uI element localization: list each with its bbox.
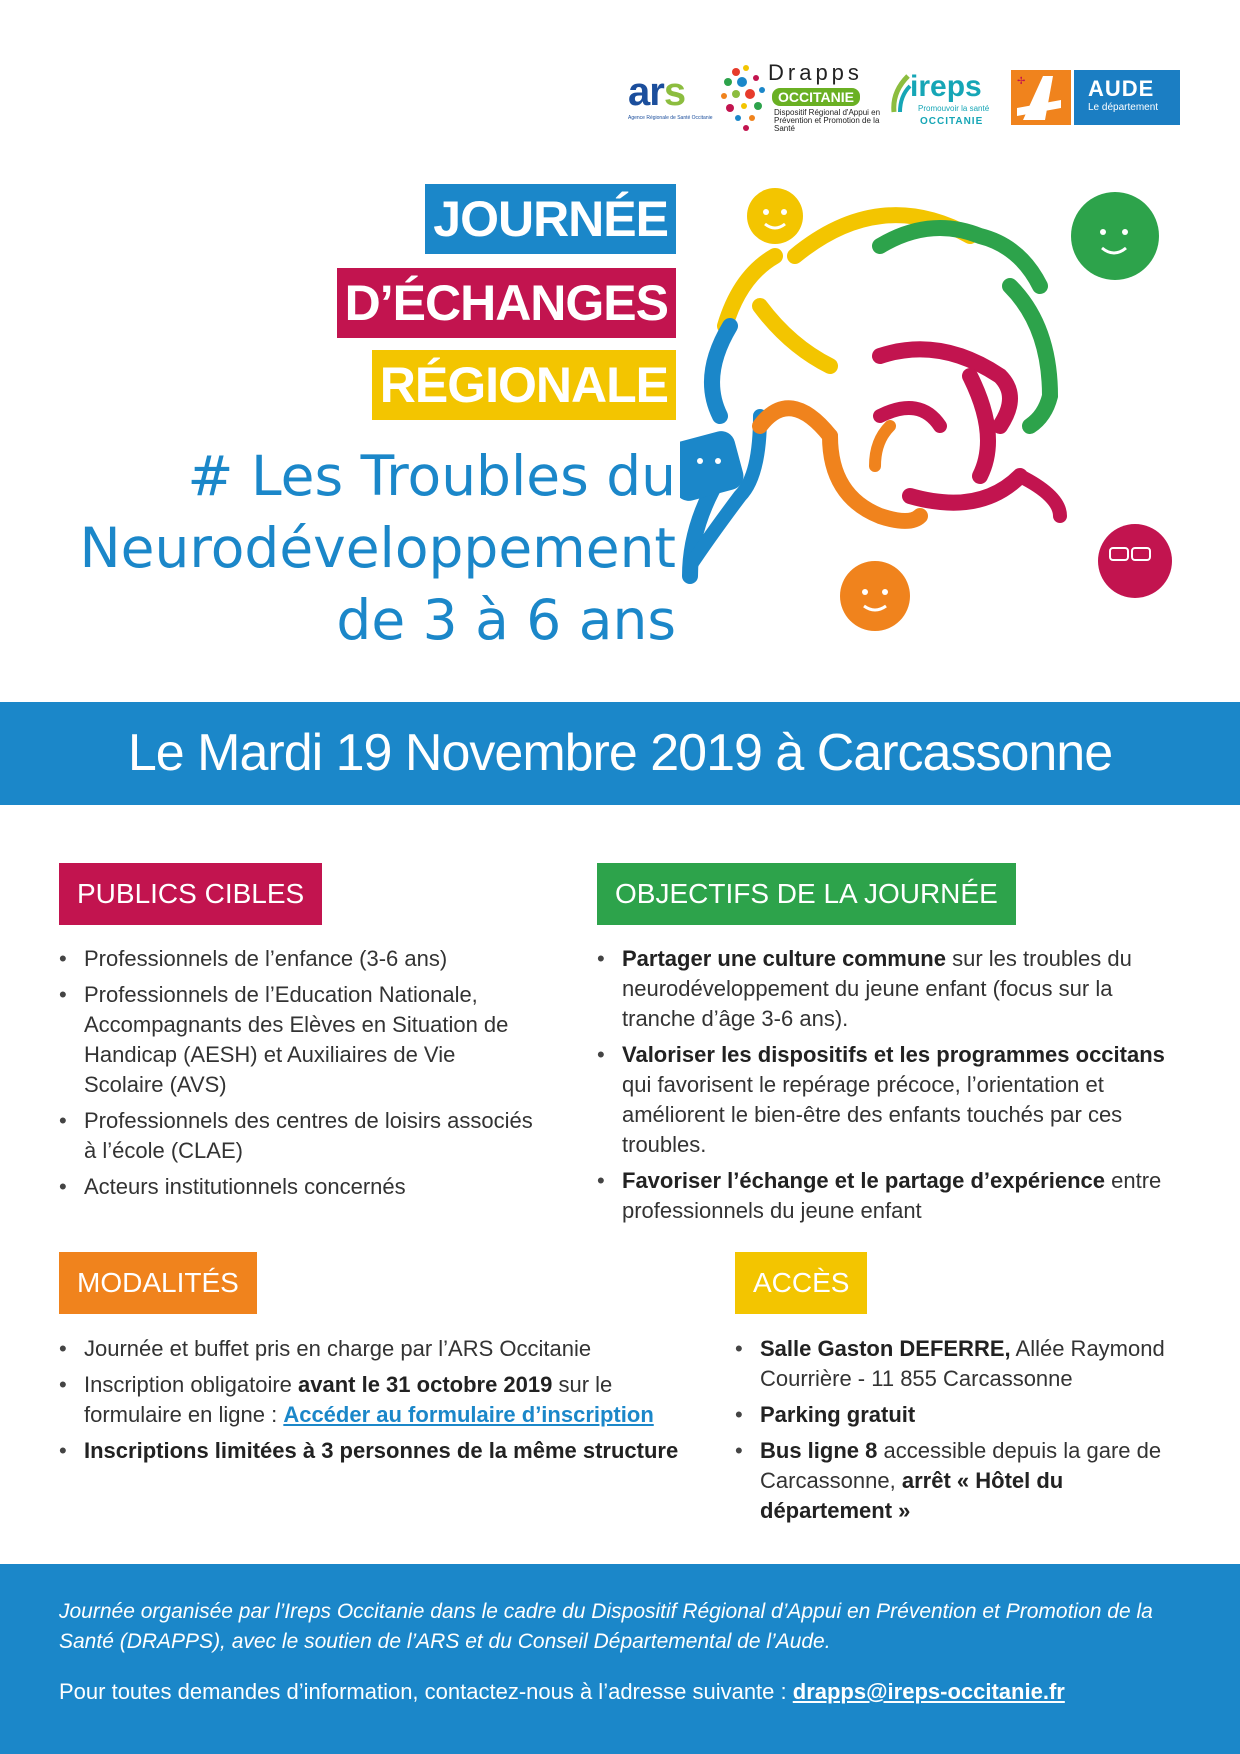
green-child-head [1071, 192, 1159, 280]
objective-bold: Partager une culture commune [622, 946, 946, 971]
event-subtitle-line2: Neurodéveloppement [79, 516, 676, 580]
ars-logo-text-a: ar [628, 70, 664, 114]
footer [0, 1564, 1240, 1754]
ireps-logo-region: OCCITANIE [920, 116, 984, 127]
ireps-logo-title: ireps [910, 70, 982, 103]
title-tag-regionale: RÉGIONALE [372, 350, 676, 420]
yellow-child-head [747, 188, 803, 244]
drapps-logo-sub: Dispositif Régional d'Appui en Prévention et Promotion de la Santé [774, 108, 881, 133]
bus-stop: arrêt « Hôtel du département » [760, 1468, 1064, 1523]
bus-info: accessible depuis la gare de Carcassonne, [760, 1438, 1162, 1493]
list-item: • Professionnels de l’enfance (3-6 ans) [59, 944, 539, 974]
objectifs-label: OBJECTIFS DE LA JOURNÉE [597, 863, 1016, 925]
parking-info: Parking gratuit [760, 1402, 916, 1427]
list-item: • Professionnels de l’Education Nationale, Accompagnants des Elèves en Situation de Handicap (AESH) et Auxiliaires de Vie Scolaire (AVS) [59, 980, 539, 1100]
list-item [59, 1370, 679, 1430]
drapps-logo-title: Drapps [768, 60, 863, 85]
list-item [597, 1166, 1182, 1226]
objective-text: qui favorisent le repérage précoce, l’orientation et améliorent le bien-être des enfants touchés par ces troubles. [622, 1072, 1123, 1157]
acces-list [735, 1334, 1195, 1532]
list-item [59, 1436, 679, 1466]
partner-logos [628, 60, 1180, 140]
children-circle-illustration [680, 176, 1190, 656]
drapps-logo-badge: OCCITANIE [772, 88, 860, 106]
objective-bold: Favoriser l’échange et le partage d’expérience [622, 1168, 1105, 1193]
orange-child-head [840, 561, 910, 631]
ars-logo [628, 70, 713, 130]
registration-form-link[interactable]: Accéder au formulaire d’inscription [283, 1402, 654, 1427]
venue-address: Allée Raymond Courrière - 11 855 Carcassonne [760, 1336, 1165, 1391]
list-item [735, 1400, 1195, 1430]
objective-text: entre professionnels du jeune enfant [622, 1168, 1162, 1223]
footer-organizer-text: Journée organisée par l’Ireps Occitanie dans le cadre du Dispositif Régional d’Appui en Prévention et Promotion de la Santé (DRAPPS), avec le soutien de l’ARS et du Conseil Départemental de l’Aude. [59, 1600, 1153, 1653]
title-tag-journee: JOURNÉE [425, 184, 676, 254]
list-item: • Journée et buffet pris en charge par l’ARS Occitanie [59, 1334, 679, 1364]
crimson-child-head [1098, 524, 1172, 598]
registration-text-pre: Inscription obligatoire [84, 1372, 299, 1397]
ars-logo-sub: Agence Régionale de Santé Occitanie [628, 115, 713, 121]
objective-text: sur les troubles du neurodéveloppement du jeune enfant (focus sur la tranche d’âge 3-6 ans). [622, 946, 1132, 1031]
drapps-dots-icon [716, 60, 776, 140]
registration-deadline: avant le 31 octobre 2019 [298, 1372, 553, 1397]
footer-contact [59, 1677, 1184, 1707]
ars-logo-text-b: s [663, 70, 686, 114]
modalites-list [59, 1334, 679, 1472]
acces-label: ACCÈS [735, 1252, 867, 1314]
aude-logo-title: AUDE [1088, 76, 1155, 101]
list-item [735, 1334, 1195, 1394]
aude-a-icon [1011, 70, 1071, 125]
aude-logo [1074, 70, 1180, 125]
list-item [597, 944, 1182, 1034]
bus-line: Bus ligne 8 [760, 1438, 878, 1463]
event-subtitle [0, 440, 676, 656]
date-banner [0, 702, 1240, 805]
footer-contact-text: Pour toutes demandes d’information, contactez-nous à l’adresse suivante : [59, 1679, 793, 1704]
objectifs-list [597, 944, 1182, 1232]
aude-logo-sub: Le département [1088, 102, 1159, 113]
modalites-label: MODALITÉS [59, 1252, 257, 1314]
ireps-swoosh-icon [890, 72, 912, 116]
list-item: • Professionnels des centres de loisirs associés à l’école (CLAE) [59, 1106, 539, 1166]
contact-email-link[interactable]: drapps@ireps-occitanie.fr [792, 1679, 1065, 1704]
drapps-logo [716, 60, 881, 140]
ireps-logo [890, 70, 1010, 130]
list-item [735, 1436, 1195, 1526]
svg-text:✢: ✢ [1017, 76, 1026, 87]
aude-a-logo [1011, 70, 1071, 125]
publics-cibles-list [59, 944, 539, 1208]
registration-limit: Inscriptions limitées à 3 personnes de la même structure [84, 1438, 679, 1463]
registration-text-post: sur le formulaire en ligne : [84, 1372, 613, 1427]
title-tag-echanges: D’ÉCHANGES [337, 268, 676, 338]
event-subtitle-line1: # Les Troubles du [187, 444, 676, 508]
list-item [597, 1040, 1182, 1160]
event-date-location: Le Mardi 19 Novembre 2019 à Carcassonne [127, 724, 1113, 782]
objective-bold: Valoriser les dispositifs et les programmes occitans [622, 1042, 1165, 1067]
venue-name: Salle Gaston DEFERRE, [760, 1336, 1011, 1361]
event-subtitle-line3: de 3 à 6 ans [336, 588, 676, 652]
list-item: • Acteurs institutionnels concernés [59, 1172, 539, 1202]
ireps-logo-sub: Promouvoir la santé [918, 104, 990, 113]
publics-cibles-label: PUBLICS CIBLES [59, 863, 322, 925]
